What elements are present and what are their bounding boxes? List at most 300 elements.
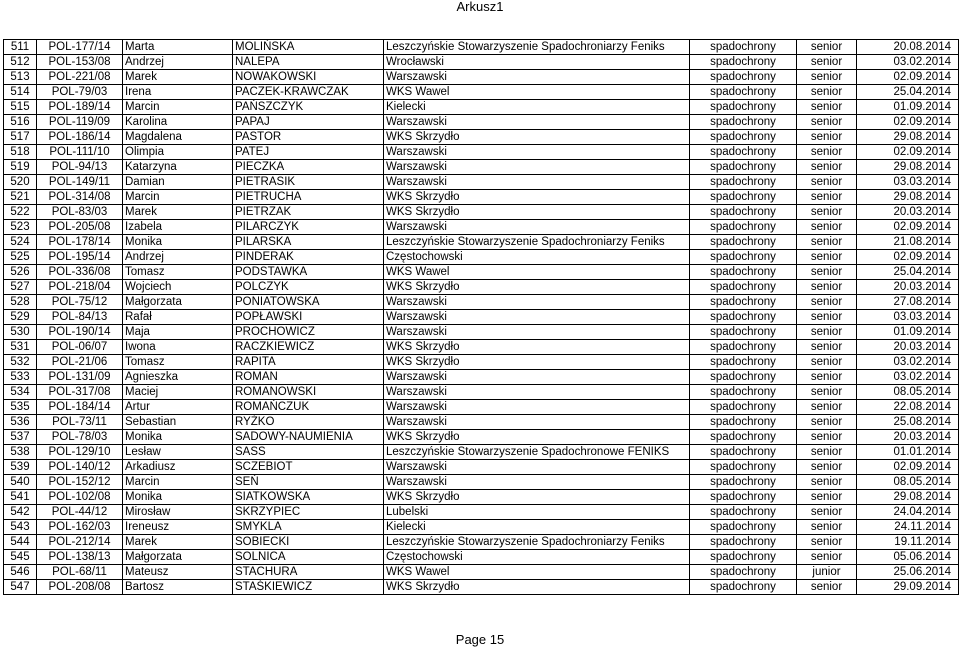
row-number-cell: 533 <box>4 370 37 385</box>
club-cell: Warszawski <box>384 175 690 190</box>
first-name-cell: Marek <box>123 205 233 220</box>
date-cell: 29.09.2014 <box>857 580 959 595</box>
date-cell: 03.02.2014 <box>857 370 959 385</box>
discipline-cell: spadochrony <box>690 235 797 250</box>
first-name-cell: Tomasz <box>123 265 233 280</box>
club-cell: Leszczyńskie Stowarzyszenie Spadochronowe FENIKS <box>384 445 690 460</box>
last-name-cell: PINDERAK <box>233 250 384 265</box>
last-name-cell: MOLIŃSKA <box>233 40 384 55</box>
discipline-cell: spadochrony <box>690 205 797 220</box>
first-name-cell: Marcin <box>123 475 233 490</box>
club-cell: Lubelski <box>384 505 690 520</box>
discipline-cell: spadochrony <box>690 520 797 535</box>
date-cell: 20.08.2014 <box>857 40 959 55</box>
discipline-cell: spadochrony <box>690 550 797 565</box>
table-row <box>4 205 959 220</box>
discipline-cell: spadochrony <box>690 70 797 85</box>
club-cell: Częstochowski <box>384 550 690 565</box>
discipline-cell: spadochrony <box>690 580 797 595</box>
row-number-cell: 540 <box>4 475 37 490</box>
last-name-cell: PAPAJ <box>233 115 384 130</box>
discipline-cell: spadochrony <box>690 115 797 130</box>
discipline-cell: spadochrony <box>690 340 797 355</box>
license-cell: POL-208/08 <box>37 580 123 595</box>
discipline-cell: spadochrony <box>690 310 797 325</box>
row-number-cell: 531 <box>4 340 37 355</box>
document-title: Arkusz1 <box>456 0 504 14</box>
row-number-cell: 525 <box>4 250 37 265</box>
license-cell: POL-195/14 <box>37 250 123 265</box>
first-name-cell: Rafał <box>123 310 233 325</box>
date-cell: 02.09.2014 <box>857 250 959 265</box>
category-cell: senior <box>797 85 857 100</box>
license-cell: POL-162/03 <box>37 520 123 535</box>
last-name-cell: PATEJ <box>233 145 384 160</box>
first-name-cell: Damian <box>123 175 233 190</box>
category-cell: senior <box>797 385 857 400</box>
club-cell: Warszawski <box>384 475 690 490</box>
club-cell: Warszawski <box>384 370 690 385</box>
table-body <box>4 40 959 595</box>
club-cell: WKS Skrzydło <box>384 580 690 595</box>
discipline-cell: spadochrony <box>690 220 797 235</box>
discipline-cell: spadochrony <box>690 265 797 280</box>
table-row <box>4 70 959 85</box>
date-cell: 20.03.2014 <box>857 430 959 445</box>
date-cell: 08.05.2014 <box>857 475 959 490</box>
table-row <box>4 160 959 175</box>
row-number-cell: 545 <box>4 550 37 565</box>
date-cell: 25.08.2014 <box>857 415 959 430</box>
license-cell: POL-221/08 <box>37 70 123 85</box>
club-cell: WKS Wawel <box>384 565 690 580</box>
category-cell: senior <box>797 550 857 565</box>
row-number-cell: 544 <box>4 535 37 550</box>
category-cell: senior <box>797 370 857 385</box>
discipline-cell: spadochrony <box>690 175 797 190</box>
license-cell: POL-184/14 <box>37 400 123 415</box>
club-cell: WKS Skrzydło <box>384 190 690 205</box>
table-row <box>4 40 959 55</box>
row-number-cell: 530 <box>4 325 37 340</box>
row-number-cell: 512 <box>4 55 37 70</box>
discipline-cell: spadochrony <box>690 280 797 295</box>
row-number-cell: 513 <box>4 70 37 85</box>
table-row <box>4 85 959 100</box>
date-cell: 22.08.2014 <box>857 400 959 415</box>
discipline-cell: spadochrony <box>690 475 797 490</box>
club-cell: Leszczyńskie Stowarzyszenie Spadochroniarzy Feniks <box>384 235 690 250</box>
discipline-cell: spadochrony <box>690 325 797 340</box>
discipline-cell: spadochrony <box>690 130 797 145</box>
license-cell: POL-178/14 <box>37 235 123 250</box>
license-cell: POL-111/10 <box>37 145 123 160</box>
date-cell: 19.11.2014 <box>857 535 959 550</box>
row-number-cell: 543 <box>4 520 37 535</box>
first-name-cell: Marcin <box>123 100 233 115</box>
last-name-cell: RYŻKO <box>233 415 384 430</box>
first-name-cell: Ireneusz <box>123 520 233 535</box>
club-cell: Warszawski <box>384 115 690 130</box>
category-cell: senior <box>797 505 857 520</box>
date-cell: 01.09.2014 <box>857 325 959 340</box>
license-cell: POL-79/03 <box>37 85 123 100</box>
first-name-cell: Mateusz <box>123 565 233 580</box>
row-number-cell: 526 <box>4 265 37 280</box>
license-cell: POL-119/09 <box>37 115 123 130</box>
category-cell: senior <box>797 340 857 355</box>
date-cell: 03.03.2014 <box>857 175 959 190</box>
discipline-cell: spadochrony <box>690 430 797 445</box>
table-row <box>4 580 959 595</box>
category-cell: senior <box>797 55 857 70</box>
first-name-cell: Marcin <box>123 190 233 205</box>
row-number-cell: 515 <box>4 100 37 115</box>
last-name-cell: RACZKIEWICZ <box>233 340 384 355</box>
discipline-cell: spadochrony <box>690 400 797 415</box>
license-cell: POL-44/12 <box>37 505 123 520</box>
license-cell: POL-153/08 <box>37 55 123 70</box>
date-cell: 20.03.2014 <box>857 205 959 220</box>
club-cell: Warszawski <box>384 400 690 415</box>
club-cell: WKS Skrzydło <box>384 490 690 505</box>
row-number-cell: 514 <box>4 85 37 100</box>
discipline-cell: spadochrony <box>690 505 797 520</box>
license-cell: POL-131/09 <box>37 370 123 385</box>
date-cell: 25.04.2014 <box>857 265 959 280</box>
last-name-cell: PIECZKA <box>233 160 384 175</box>
license-cell: POL-78/03 <box>37 430 123 445</box>
row-number-cell: 511 <box>4 40 37 55</box>
last-name-cell: NOWAKOWSKI <box>233 70 384 85</box>
last-name-cell: ROMAŃCZUK <box>233 400 384 415</box>
discipline-cell: spadochrony <box>690 415 797 430</box>
category-cell: senior <box>797 445 857 460</box>
license-cell: POL-190/14 <box>37 325 123 340</box>
date-cell: 20.03.2014 <box>857 340 959 355</box>
table-row <box>4 175 959 190</box>
license-cell: POL-84/13 <box>37 310 123 325</box>
club-cell: WKS Skrzydło <box>384 340 690 355</box>
row-number-cell: 520 <box>4 175 37 190</box>
club-cell: WKS Skrzydło <box>384 430 690 445</box>
row-number-cell: 521 <box>4 190 37 205</box>
row-number-cell: 537 <box>4 430 37 445</box>
row-number-cell: 546 <box>4 565 37 580</box>
first-name-cell: Iwona <box>123 340 233 355</box>
page-number: Page 15 <box>455 632 505 647</box>
date-cell: 27.08.2014 <box>857 295 959 310</box>
date-cell: 05.06.2014 <box>857 550 959 565</box>
table-row <box>4 430 959 445</box>
first-name-cell: Olimpia <box>123 145 233 160</box>
discipline-cell: spadochrony <box>690 355 797 370</box>
row-number-cell: 523 <box>4 220 37 235</box>
table-row <box>4 520 959 535</box>
first-name-cell: Andrzej <box>123 250 233 265</box>
table-row <box>4 130 959 145</box>
club-cell: WKS Skrzydło <box>384 130 690 145</box>
first-name-cell: Monika <box>123 430 233 445</box>
club-cell: Warszawski <box>384 145 690 160</box>
last-name-cell: POLCZYK <box>233 280 384 295</box>
table-row <box>4 55 959 70</box>
date-cell: 01.01.2014 <box>857 445 959 460</box>
license-cell: POL-317/08 <box>37 385 123 400</box>
first-name-cell: Mirosław <box>123 505 233 520</box>
table-row <box>4 265 959 280</box>
first-name-cell: Marek <box>123 535 233 550</box>
club-cell: Leszczyńskie Stowarzyszenie Spadochroniarzy Feniks <box>384 40 690 55</box>
last-name-cell: NALEPA <box>233 55 384 70</box>
license-cell: POL-21/06 <box>37 355 123 370</box>
members-table <box>3 39 959 595</box>
club-cell: Warszawski <box>384 220 690 235</box>
license-cell: POL-102/08 <box>37 490 123 505</box>
category-cell: senior <box>797 400 857 415</box>
date-cell: 20.03.2014 <box>857 280 959 295</box>
first-name-cell: Andrzej <box>123 55 233 70</box>
category-cell: senior <box>797 520 857 535</box>
row-number-cell: 518 <box>4 145 37 160</box>
first-name-cell: Bartosz <box>123 580 233 595</box>
discipline-cell: spadochrony <box>690 40 797 55</box>
category-cell: senior <box>797 205 857 220</box>
club-cell: Częstochowski <box>384 250 690 265</box>
license-cell: POL-73/11 <box>37 415 123 430</box>
last-name-cell: STACHURA <box>233 565 384 580</box>
club-cell: Kielecki <box>384 100 690 115</box>
last-name-cell: PIETRZAK <box>233 205 384 220</box>
first-name-cell: Małgorzata <box>123 550 233 565</box>
last-name-cell: STAŚKIEWICZ <box>233 580 384 595</box>
first-name-cell: Arkadiusz <box>123 460 233 475</box>
club-cell: Warszawski <box>384 415 690 430</box>
category-cell: senior <box>797 160 857 175</box>
category-cell: senior <box>797 100 857 115</box>
last-name-cell: PILARSKA <box>233 235 384 250</box>
club-cell: Warszawski <box>384 70 690 85</box>
table-row <box>4 385 959 400</box>
first-name-cell: Maja <box>123 325 233 340</box>
table-row <box>4 100 959 115</box>
category-cell: senior <box>797 220 857 235</box>
date-cell: 24.11.2014 <box>857 520 959 535</box>
discipline-cell: spadochrony <box>690 385 797 400</box>
discipline-cell: spadochrony <box>690 85 797 100</box>
table-row <box>4 460 959 475</box>
last-name-cell: PROCHOWICZ <box>233 325 384 340</box>
license-cell: POL-212/14 <box>37 535 123 550</box>
last-name-cell: PASTOR <box>233 130 384 145</box>
club-cell: Kielecki <box>384 520 690 535</box>
club-cell: Wrocławski <box>384 55 690 70</box>
discipline-cell: spadochrony <box>690 145 797 160</box>
category-cell: senior <box>797 580 857 595</box>
table-row <box>4 250 959 265</box>
table-row <box>4 220 959 235</box>
last-name-cell: SEŃ <box>233 475 384 490</box>
category-cell: senior <box>797 280 857 295</box>
category-cell: senior <box>797 475 857 490</box>
last-name-cell: ROMANOWSKI <box>233 385 384 400</box>
date-cell: 01.09.2014 <box>857 100 959 115</box>
license-cell: POL-68/11 <box>37 565 123 580</box>
first-name-cell: Lesław <box>123 445 233 460</box>
last-name-cell: SMYKLA <box>233 520 384 535</box>
row-number-cell: 527 <box>4 280 37 295</box>
table-row <box>4 535 959 550</box>
table-row <box>4 490 959 505</box>
table-row <box>4 400 959 415</box>
category-cell: senior <box>797 265 857 280</box>
row-number-cell: 532 <box>4 355 37 370</box>
first-name-cell: Izabela <box>123 220 233 235</box>
table-row <box>4 445 959 460</box>
table-row <box>4 145 959 160</box>
last-name-cell: RAPITA <box>233 355 384 370</box>
discipline-cell: spadochrony <box>690 460 797 475</box>
first-name-cell: Tomasz <box>123 355 233 370</box>
row-number-cell: 528 <box>4 295 37 310</box>
first-name-cell: Maciej <box>123 385 233 400</box>
date-cell: 24.04.2014 <box>857 505 959 520</box>
license-cell: POL-152/12 <box>37 475 123 490</box>
club-cell: WKS Skrzydło <box>384 280 690 295</box>
last-name-cell: PIETRASIK <box>233 175 384 190</box>
category-cell: senior <box>797 325 857 340</box>
category-cell: senior <box>797 460 857 475</box>
discipline-cell: spadochrony <box>690 295 797 310</box>
discipline-cell: spadochrony <box>690 100 797 115</box>
table-row <box>4 475 959 490</box>
discipline-cell: spadochrony <box>690 190 797 205</box>
date-cell: 02.09.2014 <box>857 460 959 475</box>
category-cell: senior <box>797 415 857 430</box>
date-cell: 21.08.2014 <box>857 235 959 250</box>
date-cell: 25.06.2014 <box>857 565 959 580</box>
first-name-cell: Sebastian <box>123 415 233 430</box>
table-row <box>4 295 959 310</box>
license-cell: POL-189/14 <box>37 100 123 115</box>
row-number-cell: 524 <box>4 235 37 250</box>
row-number-cell: 516 <box>4 115 37 130</box>
first-name-cell: Katarzyna <box>123 160 233 175</box>
category-cell: senior <box>797 295 857 310</box>
license-cell: POL-75/12 <box>37 295 123 310</box>
first-name-cell: Irena <box>123 85 233 100</box>
row-number-cell: 535 <box>4 400 37 415</box>
first-name-cell: Magdalena <box>123 130 233 145</box>
first-name-cell: Marek <box>123 70 233 85</box>
category-cell: senior <box>797 190 857 205</box>
first-name-cell: Monika <box>123 490 233 505</box>
category-cell: senior <box>797 490 857 505</box>
table-row <box>4 340 959 355</box>
license-cell: POL-177/14 <box>37 40 123 55</box>
club-cell: Warszawski <box>384 310 690 325</box>
row-number-cell: 547 <box>4 580 37 595</box>
row-number-cell: 542 <box>4 505 37 520</box>
category-cell: senior <box>797 115 857 130</box>
table-row <box>4 190 959 205</box>
category-cell: senior <box>797 430 857 445</box>
license-cell: POL-186/14 <box>37 130 123 145</box>
category-cell: senior <box>797 145 857 160</box>
club-cell: WKS Skrzydło <box>384 205 690 220</box>
date-cell: 03.02.2014 <box>857 55 959 70</box>
license-cell: POL-205/08 <box>37 220 123 235</box>
table-row <box>4 550 959 565</box>
category-cell: senior <box>797 175 857 190</box>
table-row <box>4 505 959 520</box>
last-name-cell: SOLNICA <box>233 550 384 565</box>
date-cell: 29.08.2014 <box>857 190 959 205</box>
discipline-cell: spadochrony <box>690 55 797 70</box>
first-name-cell: Karolina <box>123 115 233 130</box>
date-cell: 02.09.2014 <box>857 220 959 235</box>
last-name-cell: SIATKOWSKA <box>233 490 384 505</box>
table-row <box>4 115 959 130</box>
discipline-cell: spadochrony <box>690 160 797 175</box>
last-name-cell: ROMAN <box>233 370 384 385</box>
table-row <box>4 370 959 385</box>
last-name-cell: PILARCZYK <box>233 220 384 235</box>
last-name-cell: POPŁAWSKI <box>233 310 384 325</box>
last-name-cell: SCZEBIOT <box>233 460 384 475</box>
last-name-cell: PODSTAWKA <box>233 265 384 280</box>
category-cell: senior <box>797 235 857 250</box>
category-cell: senior <box>797 310 857 325</box>
table-row <box>4 235 959 250</box>
discipline-cell: spadochrony <box>690 370 797 385</box>
first-name-cell: Monika <box>123 235 233 250</box>
date-cell: 29.08.2014 <box>857 160 959 175</box>
category-cell: senior <box>797 130 857 145</box>
category-cell: senior <box>797 355 857 370</box>
club-cell: WKS Wawel <box>384 85 690 100</box>
row-number-cell: 541 <box>4 490 37 505</box>
table-row <box>4 280 959 295</box>
last-name-cell: PACZEK-KRAWCZAK <box>233 85 384 100</box>
license-cell: POL-149/11 <box>37 175 123 190</box>
first-name-cell: Artur <box>123 400 233 415</box>
club-cell: WKS Wawel <box>384 265 690 280</box>
row-number-cell: 538 <box>4 445 37 460</box>
category-cell: senior <box>797 40 857 55</box>
license-cell: POL-138/13 <box>37 550 123 565</box>
license-cell: POL-129/10 <box>37 445 123 460</box>
last-name-cell: SOBIECKI <box>233 535 384 550</box>
category-cell: senior <box>797 250 857 265</box>
license-cell: POL-06/07 <box>37 340 123 355</box>
last-name-cell: PIETRUCHA <box>233 190 384 205</box>
table-row <box>4 325 959 340</box>
row-number-cell: 517 <box>4 130 37 145</box>
discipline-cell: spadochrony <box>690 535 797 550</box>
discipline-cell: spadochrony <box>690 490 797 505</box>
club-cell: WKS Skrzydło <box>384 355 690 370</box>
license-cell: POL-83/03 <box>37 205 123 220</box>
club-cell: Warszawski <box>384 325 690 340</box>
row-number-cell: 522 <box>4 205 37 220</box>
first-name-cell: Marta <box>123 40 233 55</box>
date-cell: 08.05.2014 <box>857 385 959 400</box>
license-cell: POL-314/08 <box>37 190 123 205</box>
date-cell: 25.04.2014 <box>857 85 959 100</box>
date-cell: 03.02.2014 <box>857 355 959 370</box>
club-cell: Warszawski <box>384 160 690 175</box>
